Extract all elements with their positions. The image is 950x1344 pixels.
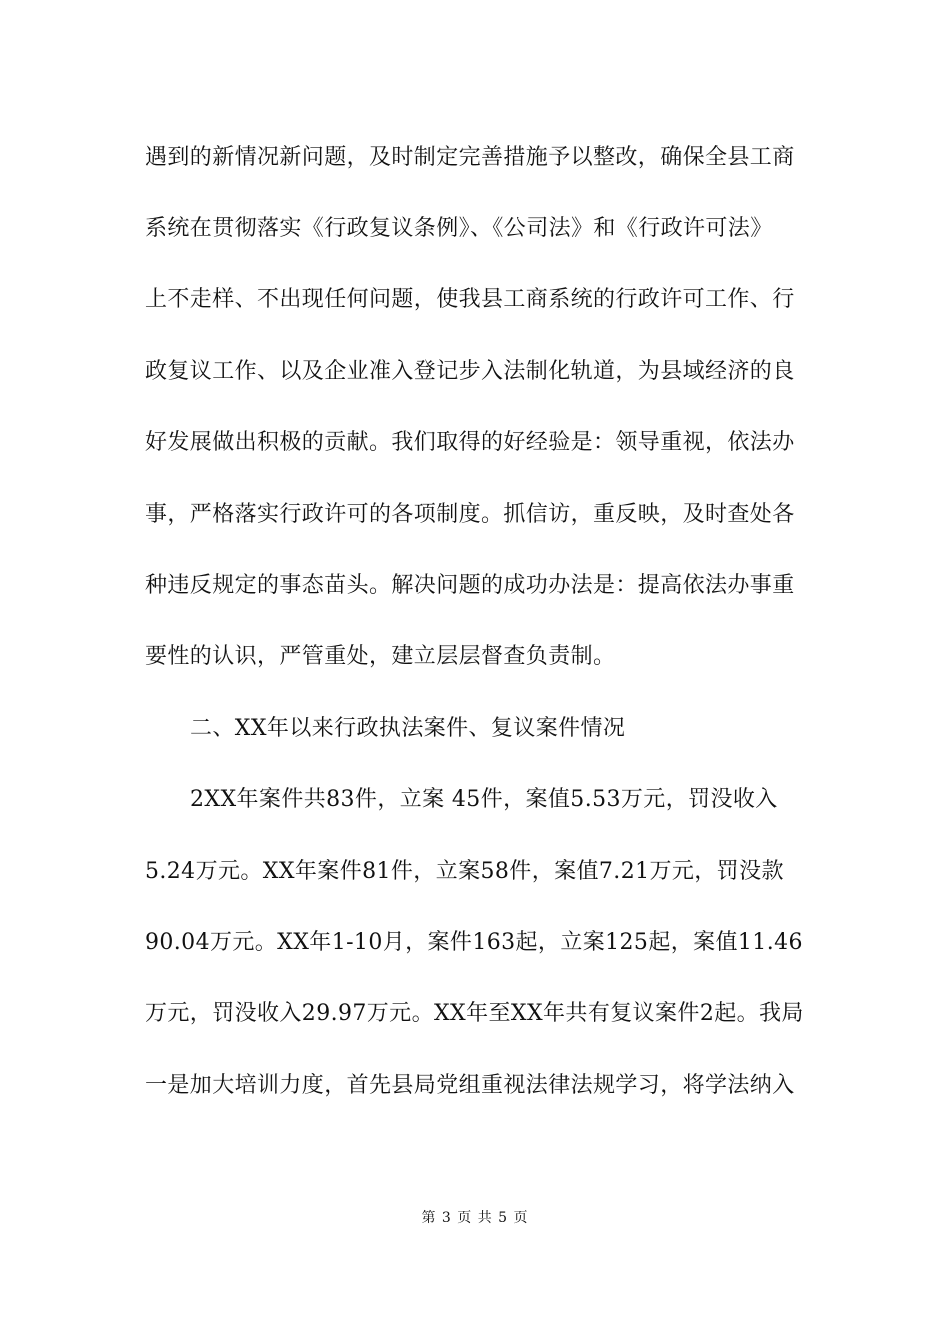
body-line-5: 好发展做出积极的贡献。我们取得的好经验是：领导重视，依法办 xyxy=(145,430,795,455)
body-line-4: 政复议工作、以及企业准入登记步入法制化轨道，为县域经济的良 xyxy=(145,359,795,384)
body-line-3: 上不走样、不出现任何问题，使我县工商系统的行政许可工作、行 xyxy=(145,287,795,312)
body-line-6: 事，严格落实行政许可的各项制度。抓信访，重反映，及时查处各 xyxy=(145,502,795,527)
body-line-1: 遇到的新情况新问题，及时制定完善措施予以整改，确保全县工商 xyxy=(145,145,795,170)
page-number-footer: 第 3 页 共 5 页 xyxy=(421,1210,529,1226)
body-line-7: 种违反规定的事态苗头。解决问题的成功办法是：提高依法办事重 xyxy=(145,573,795,598)
body-line-2: 系统在贯彻落实《行政复议条例》、《公司法》和《行政许可法》 xyxy=(145,216,773,241)
body-line-14: 一是加大培训力度，首先县局党组重视法律法规学习，将学法纳入 xyxy=(145,1073,795,1098)
body-line-10: 2XX年案件共83件，立案 45件，案值5.53万元，罚没收入 xyxy=(190,787,778,812)
body-line-12: 90.04万元。XX年1-10月，案件163起，立案125起，案值11.46 xyxy=(145,930,803,955)
body-line-13: 万元，罚没收入29.97万元。XX年至XX年共有复议案件2起。我局 xyxy=(145,1001,804,1026)
section-heading: 二、XX年以来行政执法案件、复议案件情况 xyxy=(190,716,626,741)
body-line-8: 要性的认识，严管重处，建立层层督查负责制。 xyxy=(145,644,616,669)
body-line-11: 5.24万元。XX年案件81件，立案58件，案值7.21万元，罚没款 xyxy=(145,859,784,884)
